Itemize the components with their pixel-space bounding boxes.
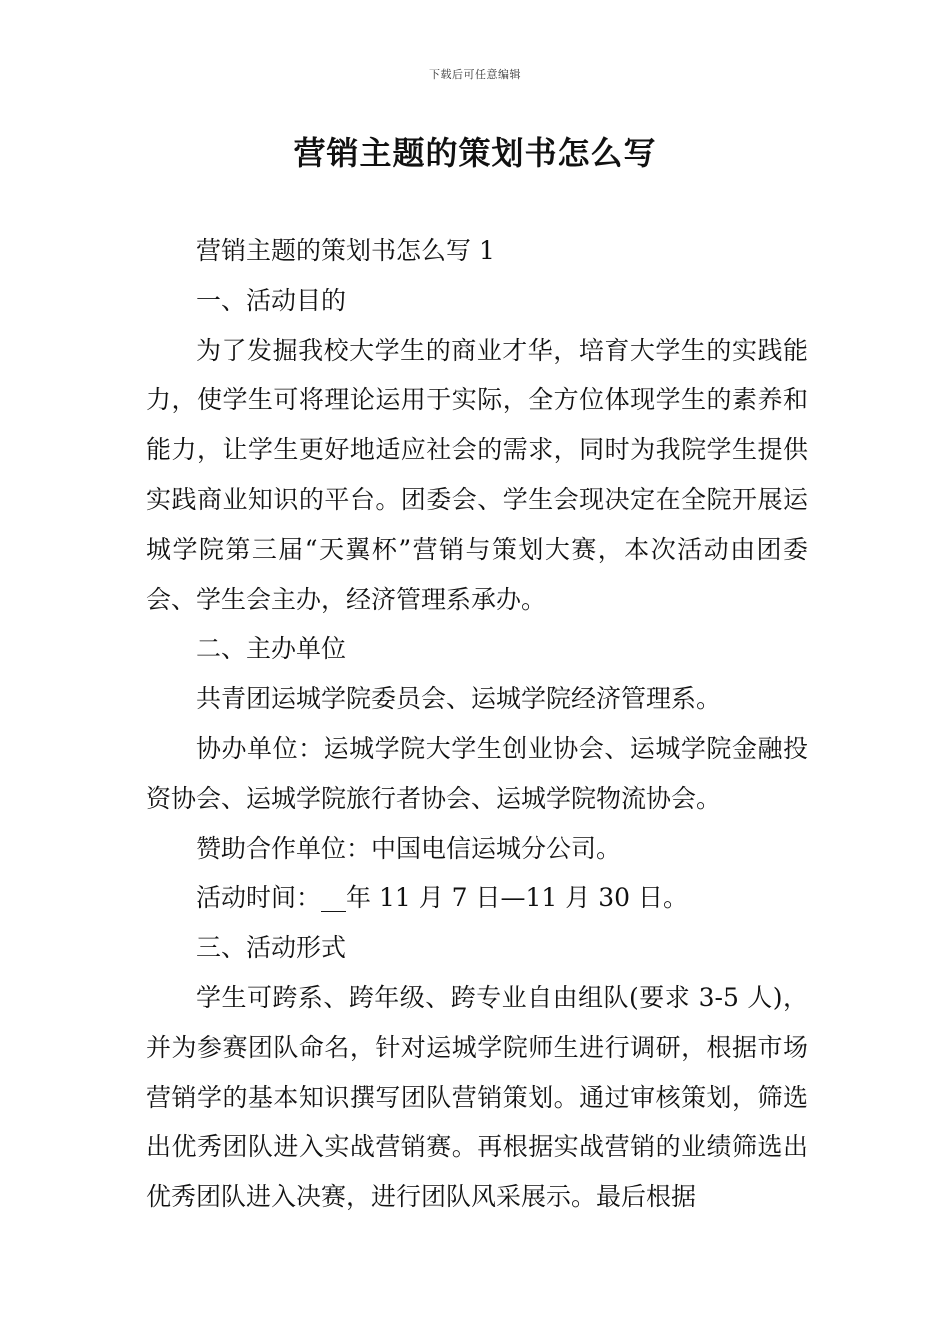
header-note: 下载后可任意编辑 <box>429 68 521 81</box>
paragraph-format: 学生可跨系、跨年级、跨专业自由组队(要求 3-5 人)，并为参赛团队命名，针对运城学院师生进行调研，根据市场营销学的基本知识撰写团队营销策划。通过审核策划，筛选出优秀团队进入实战营销赛。再根据实战营销的业绩筛选出优秀团队进入决赛，进行团队风采展示。最后根据 <box>146 982 808 1212</box>
paragraph-purpose: 为了发掘我校大学生的商业才华，培育大学生的实践能力，使学生可将理论运用于实际，全方位体现学生的素养和能力，让学生更好地适应社会的需求，同时为我院学生提供实践商业知识的平台。团委会、学生会现决定在全院开展运城学院第三届“天翼杯”营销与策划大赛，本次活动由团委会、学生会主办，经济管理系承办。 <box>146 335 808 614</box>
section-heading-organizer: 二、主办单位 <box>196 634 347 664</box>
paragraph-co-organizer: 协办单位：运城学院大学生创业协会、运城学院金融投资协会、运城学院旅行者协会、运城学院物流协会。 <box>146 733 808 813</box>
paragraph-sponsor: 赞助合作单位：中国电信运城分公司。 <box>196 833 622 863</box>
paragraph-time: 活动时间：__年 11 月 7 日—11 月 30 日。 <box>196 883 688 913</box>
document-title: 营销主题的策划书怎么写 <box>293 134 657 172</box>
paragraph-organizer: 共青团运城学院委员会、运城学院经济管理系。 <box>196 684 722 714</box>
section-heading-purpose: 一、活动目的 <box>196 285 347 315</box>
document-body <box>146 226 808 1222</box>
section-heading-1: 营销主题的策划书怎么写 1 <box>196 236 495 265</box>
section-heading-format: 三、活动形式 <box>196 933 347 963</box>
